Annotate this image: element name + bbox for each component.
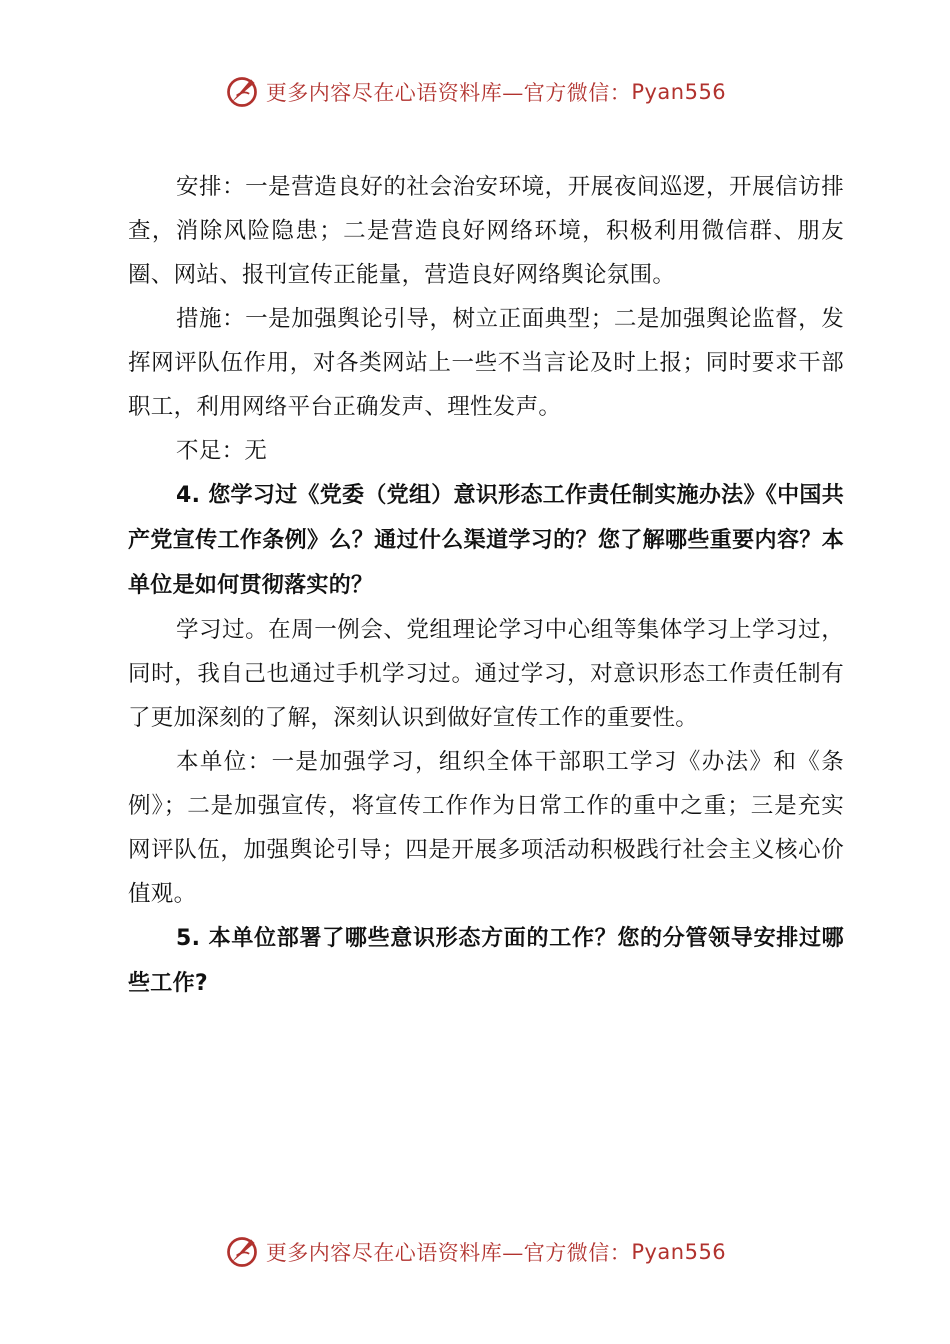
footer-wechat-id: Pyan556 <box>631 1240 727 1264</box>
question-4-heading: 4. 您学习过《党委（党组）意识形态工作责任制实施办法》《中国共产党宣传工作条例》么？通过什么渠道学习的？您了解哪些重要内容？本单位是如何贯彻落实的？ <box>128 483 844 598</box>
header-wechat-id: Pyan556 <box>631 80 727 104</box>
footer-banner-text <box>266 1237 726 1267</box>
question-5-heading: 5. 本单位部署了哪些意识形态方面的工作？您的分管领导安排过哪些工作? <box>128 926 844 996</box>
footer-banner <box>0 1230 950 1274</box>
footer-banner-label: 更多内容尽在心语资料库—官方微信： <box>265 1241 632 1265</box>
header-banner-label: 更多内容尽在心语资料库—官方微信： <box>265 81 632 105</box>
quill-logo-icon <box>224 74 260 110</box>
document-body <box>128 165 844 1006</box>
header-banner-text <box>266 77 726 107</box>
quill-logo-icon <box>224 1234 260 1270</box>
paragraph-unit-actions: 本单位：一是加强学习，组织全体干部职工学习《办法》和《条例》；二是加强宣传，将宣传工作作为日常工作的重中之重；三是充实网评队伍，加强舆论引导；四是开展多项活动积极践行社会主义核心价值观。 <box>128 749 844 907</box>
paragraph-learning: 学习过。在周一例会、党组理论学习中心组等集体学习上学习过，同时，我自己也通过手机学习过。通过学习，对意识形态工作责任制有了更加深刻的了解，深刻认识到做好宣传工作的重要性。 <box>128 617 844 731</box>
paragraph-shortcomings: 不足：无 <box>176 438 268 464</box>
paragraph-arrangement: 安排：一是营造良好的社会治安环境，开展夜间巡逻，开展信访排查，消除风险隐患；二是营造良好网络环境，积极利用微信群、朋友圈、网站、报刊宣传正能量，营造良好网络舆论氛围。 <box>128 174 844 288</box>
header-banner <box>0 70 950 114</box>
paragraph-measures: 措施：一是加强舆论引导，树立正面典型；二是加强舆论监督，发挥网评队伍作用，对各类网站上一些不当言论及时上报；同时要求干部职工，利用网络平台正确发声、理性发声。 <box>128 306 844 420</box>
